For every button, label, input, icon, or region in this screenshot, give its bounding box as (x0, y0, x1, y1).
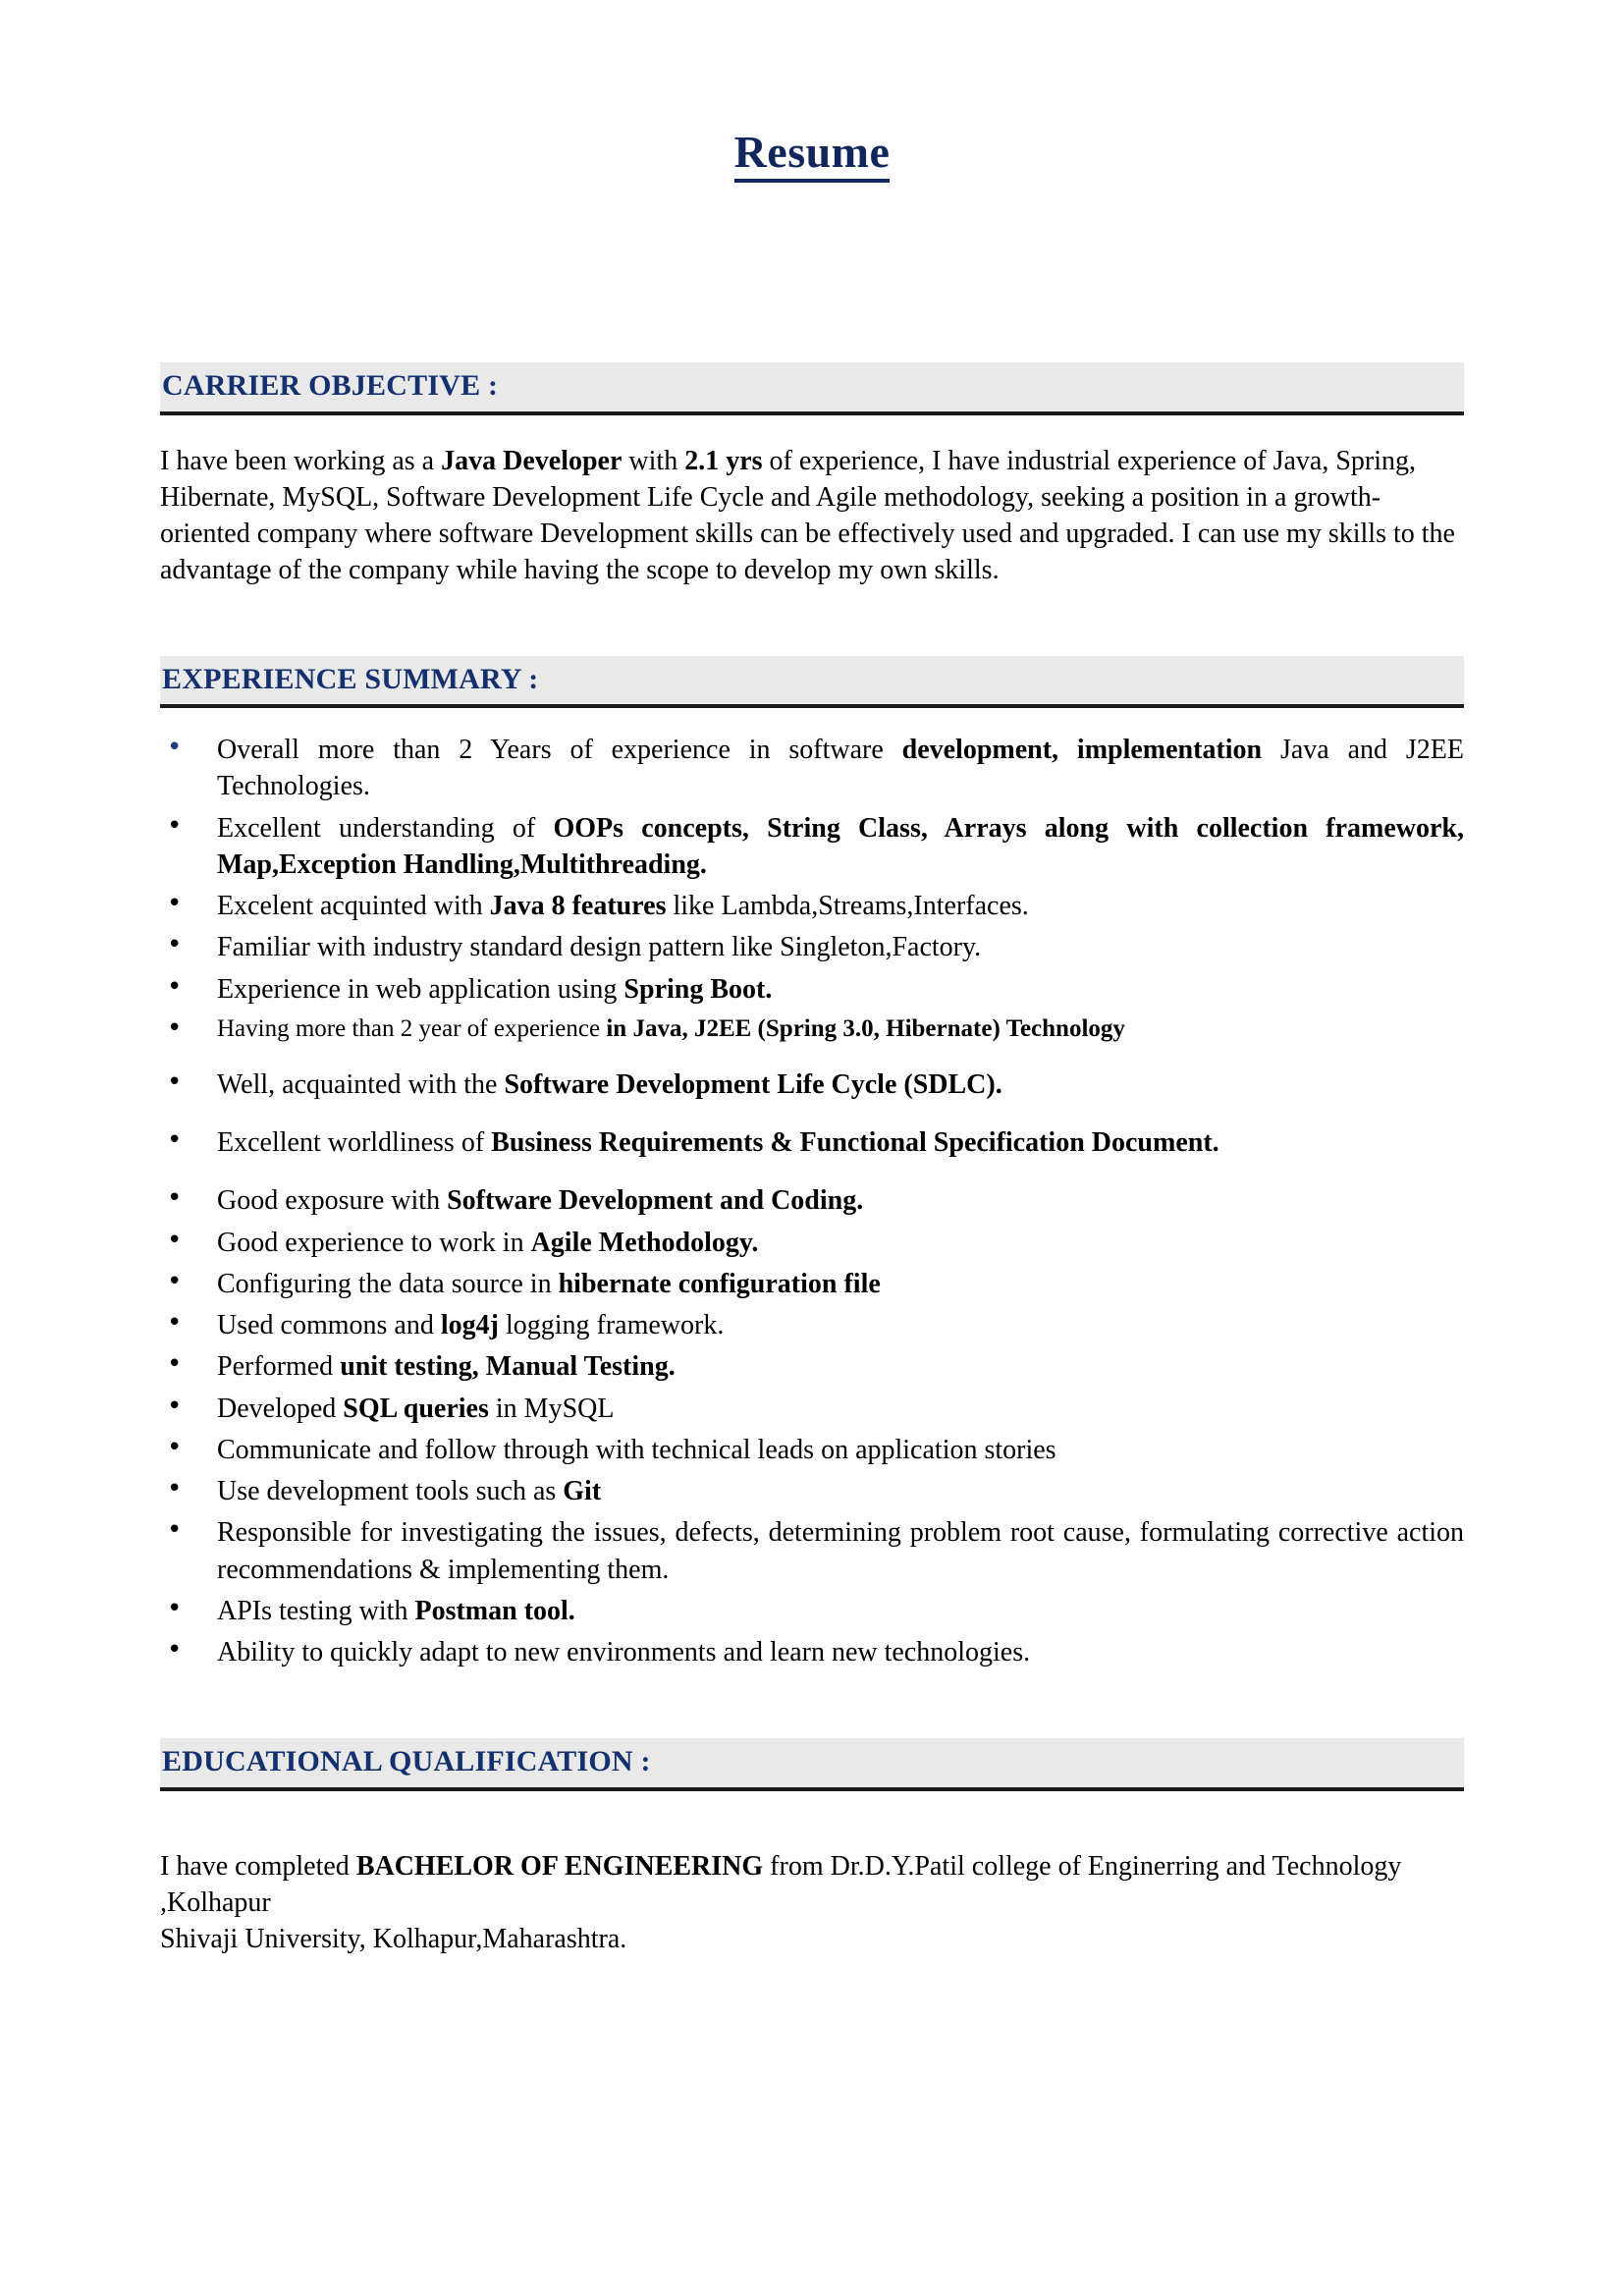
bullet-text: Configuring the data source in (217, 1268, 559, 1299)
objective-bold-2: 2.1 yrs (684, 445, 763, 476)
experience-bullet (160, 732, 1464, 804)
experience-bullet (160, 1307, 1464, 1343)
bullet-bold-text: unit testing, Manual Testing. (340, 1351, 676, 1383)
bullet-bold-text: hibernate configuration file (558, 1268, 881, 1299)
spacer-before-education (160, 1675, 1464, 1738)
education-paragraph (160, 1848, 1464, 1921)
spacer-objective (160, 415, 1464, 443)
spacer-after-objective (160, 589, 1464, 656)
bullet-bold-text: log4j (440, 1310, 499, 1341)
bullet-bold-text: Software Development and Coding. (447, 1185, 864, 1217)
bullet-text: Familiar with industry standard design pattern like Singleton,Factory. (217, 932, 982, 963)
bullet-text: Excellent understanding of (217, 812, 554, 844)
page-title (160, 0, 1464, 178)
experience-bullet (160, 1593, 1464, 1629)
bullet-text: logging framework. (498, 1310, 725, 1341)
bullet-text: like Lambda,Streams,Interfaces. (666, 891, 1029, 922)
experience-bullet (160, 1391, 1464, 1427)
bullet-bold-text: development, implementation (901, 735, 1263, 766)
education-text-2: from Dr.D.Y.Patil college of Enginerring and Technology ,Kolhapur (160, 1850, 1402, 1919)
experience-bullet (160, 1432, 1464, 1468)
bullet-bold-text: Spring Boot. (623, 973, 773, 1005)
bullet-text: Excelent acquinted with (217, 891, 490, 922)
spacer-after-title (160, 178, 1464, 362)
bullet-bold-text: Postman tool. (414, 1595, 575, 1626)
bullet-text: Having more than 2 year of experience (217, 1014, 607, 1042)
document-content (160, 0, 1464, 1958)
section-header-experience: EXPERIENCE SUMMARY : (160, 656, 1464, 709)
education-text-1: I have completed (160, 1850, 356, 1882)
bullet-text: Use development tools such as (217, 1476, 564, 1507)
experience-bullet (160, 1348, 1464, 1385)
experience-bullet (160, 929, 1464, 965)
education-university: Shivaji University, Kolhapur,Maharashtra. (160, 1924, 627, 1955)
objective-paragraph (160, 443, 1464, 589)
bullet-text: Performed (217, 1351, 341, 1383)
bullet-bold-text: Java 8 features (489, 891, 667, 922)
bullet-bold-text: Git (563, 1476, 602, 1507)
page-title-text: Resume (734, 127, 891, 183)
section-header-objective: CARRIER OBJECTIVE : (160, 362, 1464, 415)
bullet-text: Excellent worldliness of (217, 1127, 492, 1159)
bullet-text: Java and J2EE Technologies. (217, 735, 1464, 802)
bullet-text: APIs testing with (217, 1595, 415, 1626)
bullet-text: Developed (217, 1393, 344, 1424)
education-bold-1: BACHELOR OF ENGINEERING (355, 1850, 764, 1882)
experience-bullet (160, 888, 1464, 924)
experience-bullet (160, 1266, 1464, 1302)
experience-bullet (160, 1012, 1464, 1045)
experience-bullet (160, 1182, 1464, 1219)
bullet-bold-text: Business Requirements & Functional Specification Document. (491, 1127, 1219, 1159)
bullet-text: in MySQL (488, 1393, 615, 1424)
bullet-text: Ability to quickly adapt to new environments and learn new technologies. (217, 1637, 1031, 1668)
objective-text-2: with (622, 445, 685, 476)
bullet-text: Good exposure with (217, 1185, 448, 1217)
experience-bullet (160, 1514, 1464, 1587)
section-header-education: EDUCATIONAL QUALIFICATION : (160, 1738, 1464, 1791)
objective-bold-1: Java Developer (441, 445, 623, 476)
bullet-text: Overall more than 2 Years of experience in software (217, 735, 902, 766)
bullet-bold-text: SQL queries (343, 1393, 489, 1424)
bullet-text: Well, acquainted with the (217, 1069, 505, 1101)
experience-bullet (160, 1473, 1464, 1509)
objective-text-3: of experience, I have industrial experience of Java, Spring, Hibernate, MySQL, Software Development Life Cycle and Agile methodology, seeking a position in a growth-oriented company where software Development skills can be effectively used and upgraded. I can use my skills to the advantage of the company while having the scope to develop my own skills. (160, 445, 1455, 586)
objective-text-1: I have been working as a (160, 445, 442, 476)
bullet-text: Used commons and (217, 1310, 441, 1341)
bullet-bold-text: in Java, J2EE (Spring 3.0, Hibernate) Technology (606, 1014, 1125, 1042)
experience-bullet (160, 1066, 1464, 1103)
bullet-text: Good experience to work in (217, 1227, 531, 1258)
spacer-after-experience-header (160, 708, 1464, 732)
experience-bullet (160, 1225, 1464, 1261)
experience-bullet (160, 971, 1464, 1008)
experience-bullet (160, 1634, 1464, 1670)
experience-bullet (160, 810, 1464, 883)
bullet-text: Experience in web application using (217, 973, 624, 1005)
bullet-bold-text: Software Development Life Cycle (SDLC). (504, 1069, 1002, 1101)
bullet-bold-text: OOPs concepts, String Class, Arrays along with collection framework, Map,Exception Handling,Multithreading. (217, 812, 1465, 880)
spacer-after-education-header (160, 1791, 1464, 1848)
bullet-text: Responsible for investigating the issues, defects, determining problem root cause, formulating corrective action recommendations & implementing them. (217, 1517, 1464, 1585)
experience-summary-list (160, 732, 1464, 1670)
bullet-bold-text: Agile Methodology. (530, 1227, 759, 1258)
experience-bullet (160, 1124, 1464, 1161)
bullet-text: Communicate and follow through with technical leads on application stories (217, 1434, 1056, 1465)
